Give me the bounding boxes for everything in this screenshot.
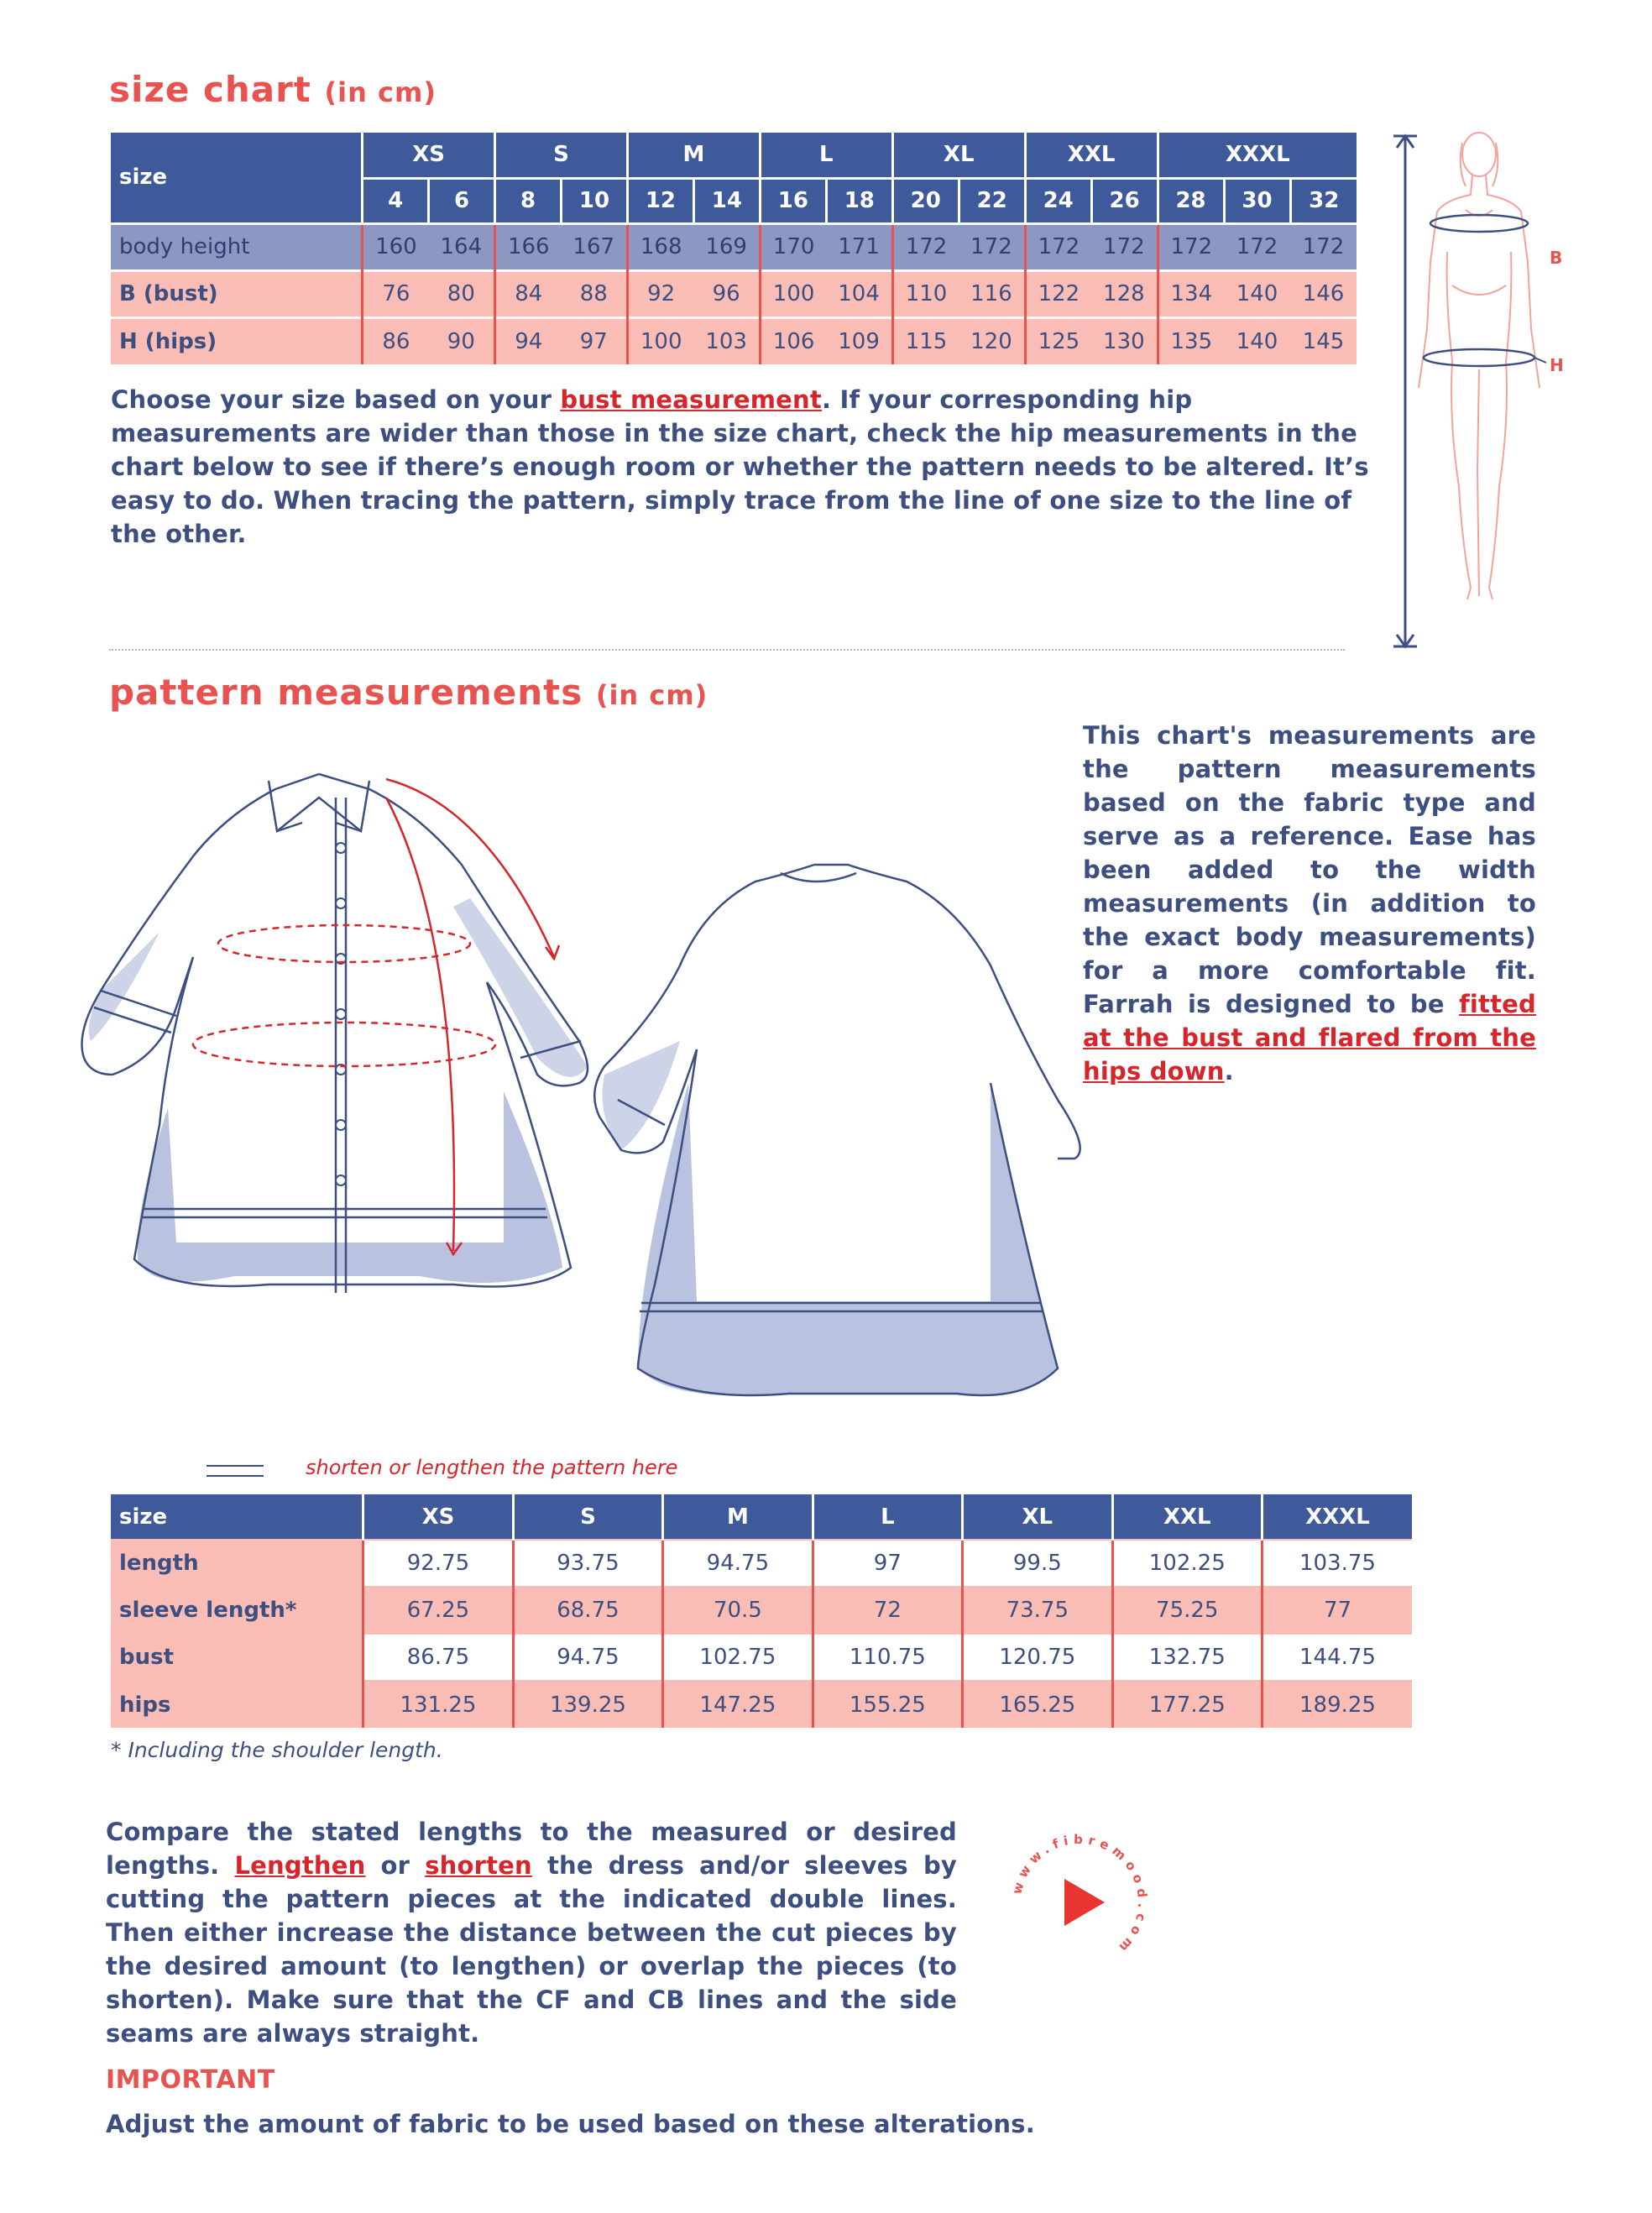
size-number-8: 8 bbox=[495, 178, 562, 223]
size-cell: 146 bbox=[1290, 270, 1357, 317]
lengthen-link[interactable]: Lengthen bbox=[234, 1851, 366, 1880]
pattern-cell: 189.25 bbox=[1262, 1681, 1412, 1728]
size-header: size bbox=[111, 133, 363, 223]
size-group-xxxl: XXXL bbox=[1158, 133, 1357, 178]
pattern-size-header: size bbox=[111, 1494, 363, 1540]
fibremood-logo[interactable] bbox=[1004, 1827, 1155, 1978]
pattern-unit: (in cm) bbox=[595, 679, 708, 711]
pattern-cell: 131.25 bbox=[363, 1681, 513, 1728]
size-number-26: 26 bbox=[1091, 178, 1158, 223]
pattern-cell: 77 bbox=[1262, 1587, 1412, 1634]
size-cell: 104 bbox=[826, 270, 892, 317]
size-group-xl: XL bbox=[892, 133, 1025, 178]
size-group-xxl: XXL bbox=[1025, 133, 1158, 178]
footnote: * Including the shoulder length. bbox=[111, 1738, 443, 1762]
size-row-label: B (bust) bbox=[111, 270, 363, 317]
alteration-instructions bbox=[106, 1815, 957, 2050]
size-cell: 84 bbox=[495, 270, 562, 317]
hip-label: H bbox=[1550, 355, 1564, 375]
pattern-size-m: M bbox=[663, 1494, 813, 1540]
size-cell: 172 bbox=[1290, 223, 1357, 270]
size-cell: 169 bbox=[693, 223, 760, 270]
size-cell: 170 bbox=[760, 223, 826, 270]
body-figure-illustration bbox=[1385, 126, 1587, 663]
pattern-cell: 99.5 bbox=[963, 1540, 1112, 1587]
pattern-cell: 144.75 bbox=[1262, 1634, 1412, 1681]
pattern-cell: 103.75 bbox=[1262, 1540, 1412, 1587]
pattern-cell: 147.25 bbox=[663, 1681, 813, 1728]
size-cell: 130 bbox=[1091, 317, 1158, 364]
size-cell: 106 bbox=[760, 317, 826, 364]
size-cell: 90 bbox=[429, 317, 495, 364]
pattern-cell: 67.25 bbox=[363, 1587, 513, 1634]
pattern-row-label: bust bbox=[111, 1634, 363, 1681]
size-number-6: 6 bbox=[429, 178, 495, 223]
pattern-cell: 94.75 bbox=[513, 1634, 662, 1681]
play-icon bbox=[1064, 1879, 1105, 1926]
pattern-cell: 94.75 bbox=[663, 1540, 813, 1587]
pattern-cell: 72 bbox=[813, 1587, 962, 1634]
pattern-cell: 73.75 bbox=[963, 1587, 1112, 1634]
pattern-row-label: sleeve length* bbox=[111, 1587, 363, 1634]
pattern-size-xxxl: XXXL bbox=[1262, 1494, 1412, 1540]
pattern-cell: 165.25 bbox=[963, 1681, 1112, 1728]
size-cell: 86 bbox=[363, 317, 429, 364]
pattern-title-text: pattern measurements bbox=[109, 672, 583, 713]
bust-line bbox=[1430, 215, 1528, 232]
size-cell: 135 bbox=[1158, 317, 1224, 364]
pattern-measurements-title bbox=[109, 672, 708, 713]
pattern-cell: 75.25 bbox=[1112, 1587, 1262, 1634]
size-cell: 103 bbox=[693, 317, 760, 364]
size-cell: 94 bbox=[495, 317, 562, 364]
pattern-row-label: length bbox=[111, 1540, 363, 1587]
size-chart-unit: (in cm) bbox=[324, 76, 437, 108]
size-cell: 96 bbox=[693, 270, 760, 317]
bust-measurement-link[interactable]: bust measurement bbox=[560, 385, 822, 414]
pattern-cell: 102.75 bbox=[663, 1634, 813, 1681]
section-divider bbox=[109, 649, 1345, 651]
size-cell: 109 bbox=[826, 317, 892, 364]
alter-text-line1: Compare the stated lengths to the measured or desired lengths. bbox=[106, 1818, 957, 1880]
pattern-size-xs: XS bbox=[363, 1494, 513, 1540]
pattern-cell: 139.25 bbox=[513, 1681, 662, 1728]
size-number-10: 10 bbox=[562, 178, 628, 223]
pattern-cell: 120.75 bbox=[963, 1634, 1112, 1681]
size-number-14: 14 bbox=[693, 178, 760, 223]
size-cell: 145 bbox=[1290, 317, 1357, 364]
size-cell: 92 bbox=[627, 270, 693, 317]
size-chart-table bbox=[111, 133, 1357, 364]
important-heading: IMPORTANT bbox=[106, 2065, 275, 2095]
size-cell: 167 bbox=[562, 223, 628, 270]
size-cell: 116 bbox=[959, 270, 1025, 317]
pattern-size-l: L bbox=[813, 1494, 962, 1540]
double-line-legend-icon bbox=[206, 1465, 264, 1477]
size-number-4: 4 bbox=[363, 178, 429, 223]
dress-back-shading bbox=[603, 1041, 1059, 1395]
pattern-measurements-table bbox=[111, 1494, 1412, 1728]
size-cell: 172 bbox=[959, 223, 1025, 270]
size-cell: 125 bbox=[1025, 317, 1091, 364]
size-row-label: body height bbox=[111, 223, 363, 270]
size-number-12: 12 bbox=[627, 178, 693, 223]
pattern-text-pre: This chart's measurements are the pattern measurements based on the fabric type and serve as a reference. Ease has been added to the width measurements (in addition to the exact body measurements) for a more comfortable fit. Farrah is designed to be bbox=[1083, 721, 1536, 1018]
pattern-text-post: . bbox=[1224, 1057, 1234, 1086]
size-group-l: L bbox=[760, 133, 892, 178]
size-cell: 80 bbox=[429, 270, 495, 317]
size-cell: 88 bbox=[562, 270, 628, 317]
pattern-cell: 155.25 bbox=[813, 1681, 962, 1728]
dress-front-illustration bbox=[67, 739, 638, 1343]
size-cell: 172 bbox=[1158, 223, 1224, 270]
size-cell: 140 bbox=[1224, 270, 1290, 317]
size-number-32: 32 bbox=[1290, 178, 1357, 223]
size-cell: 160 bbox=[363, 223, 429, 270]
size-cell: 140 bbox=[1224, 317, 1290, 364]
pattern-cell: 86.75 bbox=[363, 1634, 513, 1681]
size-text-post: . If your corresponding hip measurements are wider than those in the size chart, check the hip measurements in the chart below to see if there’s enough room or whether the pattern needs to be altered. It’s easy to do. When tracing the pattern, simply trace from the line of one size to the line of the other. bbox=[111, 385, 1369, 548]
size-cell: 128 bbox=[1091, 270, 1158, 317]
size-group-m: M bbox=[627, 133, 760, 178]
size-cell: 76 bbox=[363, 270, 429, 317]
size-cell: 172 bbox=[1091, 223, 1158, 270]
pattern-cell: 177.25 bbox=[1112, 1681, 1262, 1728]
pattern-description bbox=[1083, 719, 1536, 1088]
size-number-24: 24 bbox=[1025, 178, 1091, 223]
size-group-s: S bbox=[495, 133, 628, 178]
pattern-cell: 93.75 bbox=[513, 1540, 662, 1587]
size-number-30: 30 bbox=[1224, 178, 1290, 223]
size-cell: 172 bbox=[892, 223, 959, 270]
pattern-size-xl: XL bbox=[963, 1494, 1112, 1540]
size-number-20: 20 bbox=[892, 178, 959, 223]
size-chart-title bbox=[109, 69, 437, 110]
pattern-cell: 132.75 bbox=[1112, 1634, 1262, 1681]
alter-text-rest: the dress and/or sleeves by cutting the pattern pieces at the indicated double lines. Then either increase the distance between the cut pieces by the desired amount (to lengthen) or overlap the pieces (to shorten). Make sure that the CF and CB lines and the side seams are always straight. bbox=[106, 1851, 958, 2048]
pattern-cell: 110.75 bbox=[813, 1634, 962, 1681]
size-cell: 100 bbox=[627, 317, 693, 364]
size-cell: 97 bbox=[562, 317, 628, 364]
alter-text-mid: or bbox=[365, 1851, 426, 1880]
size-number-18: 18 bbox=[826, 178, 892, 223]
dress-buttons bbox=[336, 843, 346, 1185]
size-cell: 164 bbox=[429, 223, 495, 270]
size-chart-title-text: size chart bbox=[109, 69, 311, 110]
logo-text: www.fibremood.com bbox=[1009, 1831, 1151, 1959]
legend-text: shorten or lengthen the pattern here bbox=[306, 1456, 678, 1479]
size-row-label: H (hips) bbox=[111, 317, 363, 364]
size-cell: 122 bbox=[1025, 270, 1091, 317]
size-group-xs: XS bbox=[363, 133, 495, 178]
size-cell: 172 bbox=[1224, 223, 1290, 270]
size-cell: 134 bbox=[1158, 270, 1224, 317]
important-text: Adjust the amount of fabric to be used based on these alterations. bbox=[106, 2110, 1035, 2138]
pattern-cell: 92.75 bbox=[363, 1540, 513, 1587]
size-cell: 168 bbox=[627, 223, 693, 270]
shorten-link[interactable]: shorten bbox=[425, 1851, 532, 1880]
size-chart-description bbox=[111, 383, 1370, 551]
pattern-cell: 70.5 bbox=[663, 1587, 813, 1634]
pattern-cell: 102.25 bbox=[1112, 1540, 1262, 1587]
size-cell: 100 bbox=[760, 270, 826, 317]
pattern-cell: 68.75 bbox=[513, 1587, 662, 1634]
size-cell: 110 bbox=[892, 270, 959, 317]
pattern-row-label: hips bbox=[111, 1681, 363, 1728]
size-number-28: 28 bbox=[1158, 178, 1224, 223]
bust-label: B bbox=[1550, 248, 1563, 268]
pattern-size-s: S bbox=[513, 1494, 662, 1540]
size-text-pre: Choose your size based on your bbox=[111, 385, 561, 414]
size-number-22: 22 bbox=[959, 178, 1025, 223]
hip-line bbox=[1424, 349, 1534, 366]
size-cell: 172 bbox=[1025, 223, 1091, 270]
pattern-size-xxl: XXL bbox=[1112, 1494, 1262, 1540]
size-cell: 120 bbox=[959, 317, 1025, 364]
pattern-cell: 97 bbox=[813, 1540, 962, 1587]
fitted-flared-link[interactable]: fitted at the bust and flared from the hips down bbox=[1083, 990, 1536, 1086]
size-number-16: 16 bbox=[760, 178, 826, 223]
size-cell: 171 bbox=[826, 223, 892, 270]
size-cell: 115 bbox=[892, 317, 959, 364]
dress-back-illustration bbox=[588, 848, 1108, 1436]
size-cell: 166 bbox=[495, 223, 562, 270]
